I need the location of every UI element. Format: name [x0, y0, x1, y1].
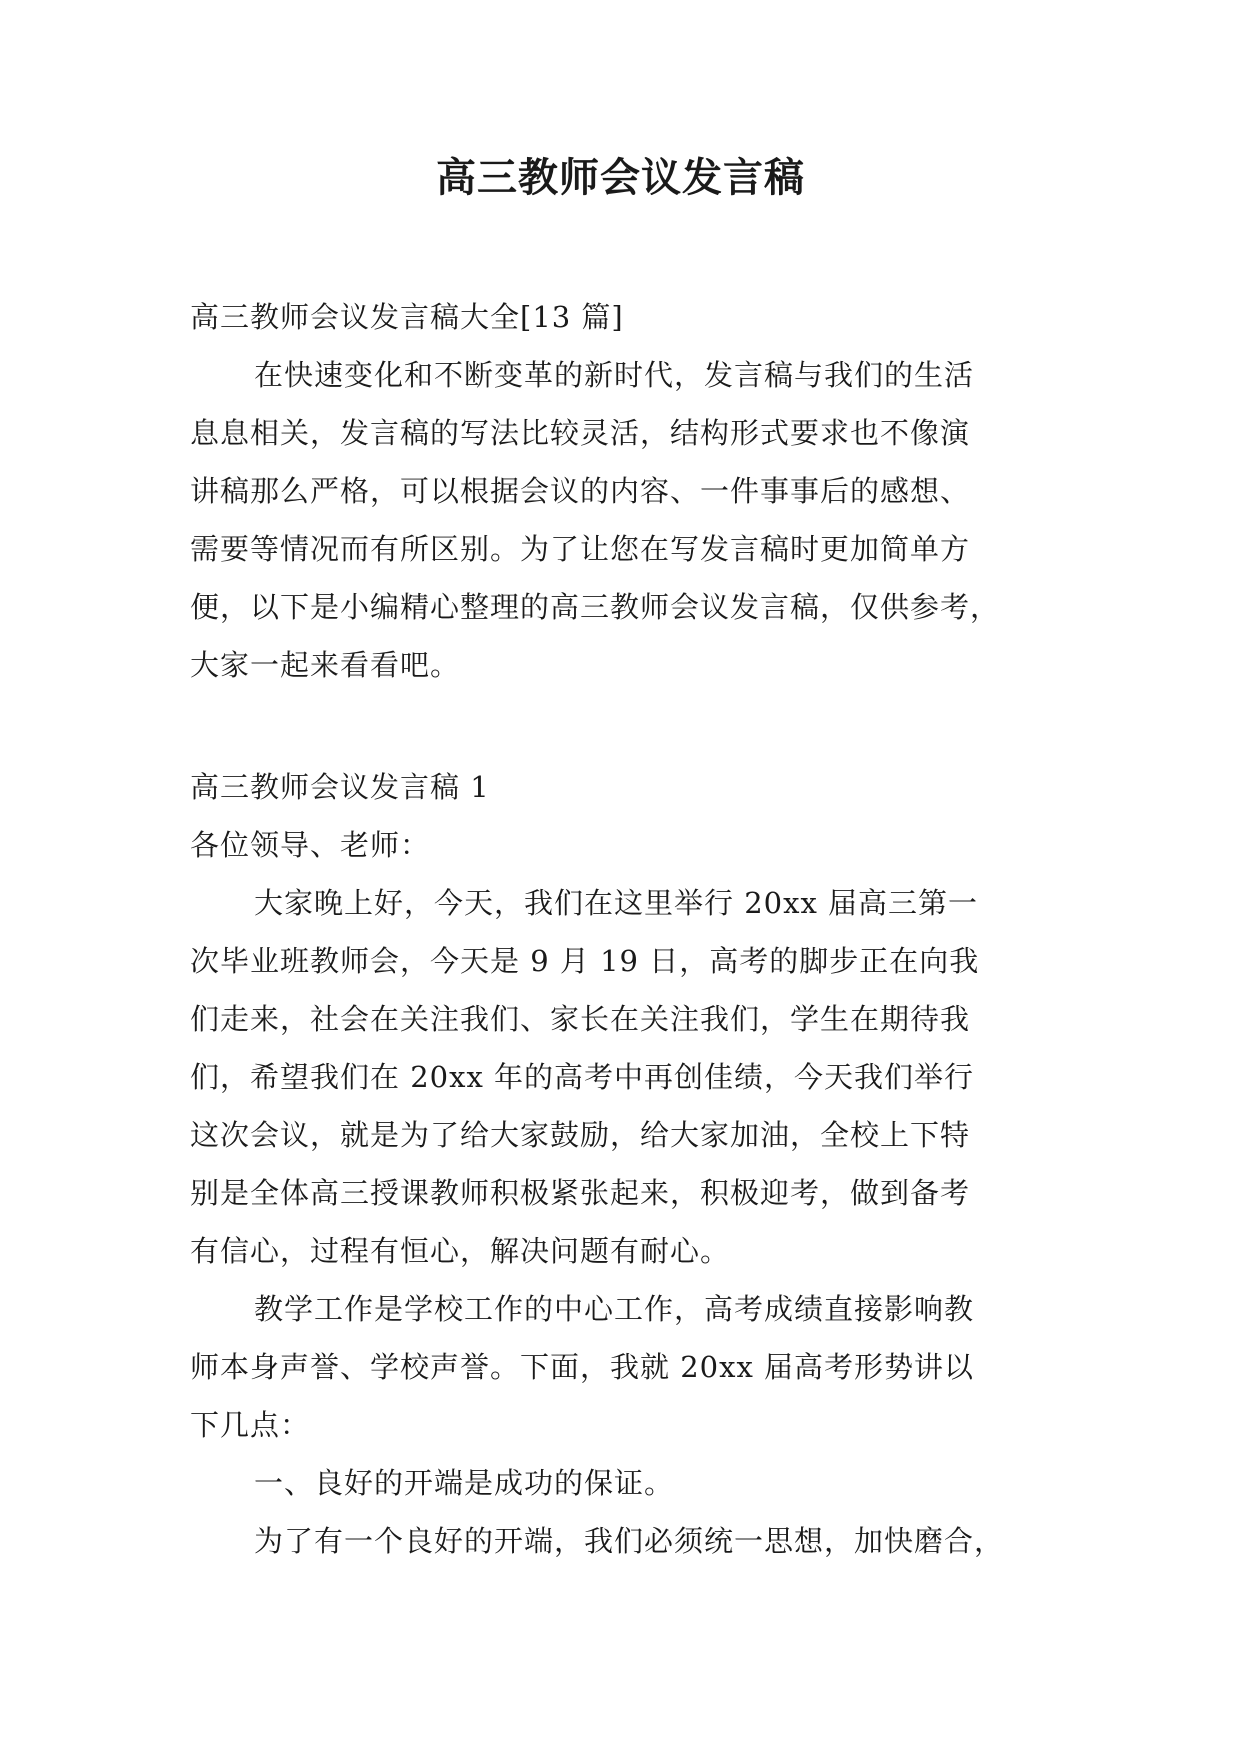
document-body — [190, 288, 1060, 1570]
paragraph-line: 这次会议，就是为了给大家鼓励，给大家加油，全校上下特 — [190, 1118, 971, 1152]
paragraph-line: 大家晚上好，今天，我们在这里举行 20xx 届高三第一 — [254, 886, 979, 920]
section-1 — [190, 758, 1060, 1570]
paragraph-line: 下几点： — [190, 1408, 311, 1442]
paragraph-line: 次毕业班教师会，今天是 9 月 19 日，高考的脚步正在向我 — [190, 944, 980, 978]
intro-line: 在快速变化和不断变革的新时代，发言稿与我们的生活 — [254, 358, 975, 392]
section-heading: 高三教师会议发言稿 1 — [190, 770, 490, 804]
paragraph-line: 们走来，社会在关注我们、家长在关注我们，学生在期待我 — [190, 1002, 971, 1036]
paragraph-3 — [190, 1512, 1060, 1570]
intro-line: 大家一起来看看吧。 — [190, 648, 461, 682]
document-subtitle: 高三教师会议发言稿大全[13 篇] — [190, 300, 624, 334]
intro-paragraph — [190, 346, 1060, 694]
point-heading: 一、良好的开端是成功的保证。 — [254, 1466, 675, 1500]
paragraph-1 — [190, 874, 1060, 1280]
paragraph-line: 别是全体高三授课教师积极紧张起来，积极迎考，做到备考 — [190, 1176, 971, 1210]
greeting: 各位领导、老师： — [190, 828, 431, 862]
intro-line: 需要等情况而有所区别。为了让您在写发言稿时更加简单方 — [190, 532, 971, 566]
paragraph-line: 教学工作是学校工作的中心工作，高考成绩直接影响教 — [254, 1292, 975, 1326]
intro-line: 讲稿那么严格，可以根据会议的内容、一件事事后的感想、 — [190, 474, 971, 508]
paragraph-line: 们，希望我们在 20xx 年的高考中再创佳绩，今天我们举行 — [190, 1060, 975, 1094]
paragraph-2 — [190, 1280, 1060, 1454]
paragraph-line: 为了有一个良好的开端，我们必须统一思想，加快磨合， — [254, 1524, 1005, 1558]
paragraph-line: 师本身声誉、学校声誉。下面，我就 20xx 届高考形势讲以 — [190, 1350, 975, 1384]
document-title: 高三教师会议发言稿 — [436, 154, 805, 201]
intro-line: 便，以下是小编精心整理的高三教师会议发言稿，仅供参考， — [190, 590, 1001, 624]
paragraph-line: 有信心，过程有恒心，解决问题有耐心。 — [190, 1234, 731, 1268]
intro-line: 息息相关，发言稿的写法比较灵活，结构形式要求也不像演 — [190, 416, 971, 450]
